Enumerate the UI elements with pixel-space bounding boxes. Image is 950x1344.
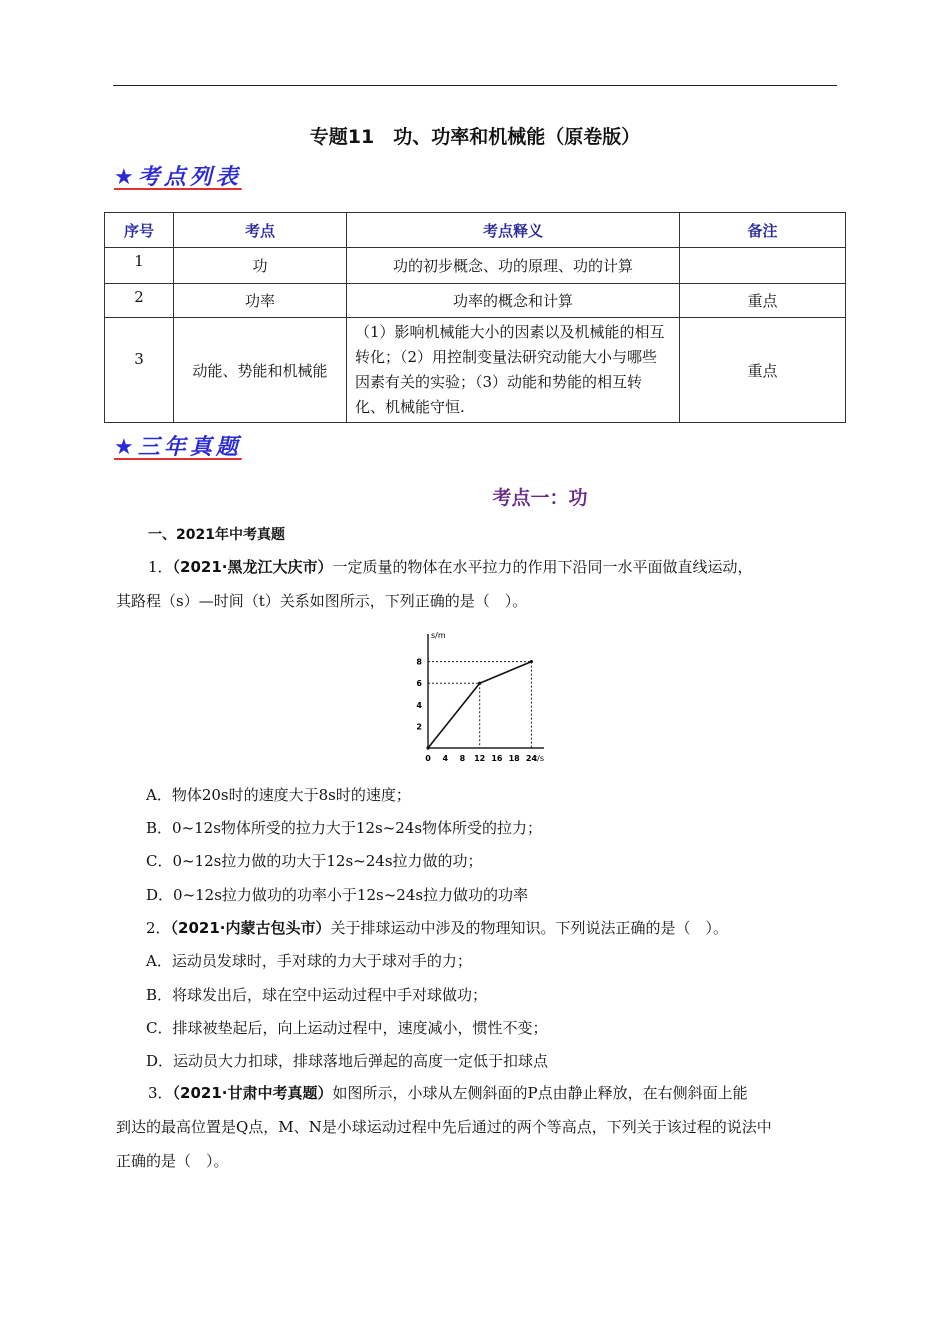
- x-axis-label: t/s: [534, 754, 544, 763]
- page-title: 专题11 功、功率和机械能（原卷版）: [309, 126, 641, 148]
- data-segment: [480, 662, 532, 684]
- row-no: 1: [105, 248, 174, 284]
- q2-option-d: D．运动员大力扣球，排球落地后弹起的高度一定低于扣球点: [146, 1052, 549, 1070]
- header-topic: 考点: [174, 213, 347, 248]
- x-tick-label: 4: [442, 754, 449, 763]
- x-tick-label: 24: [525, 754, 537, 763]
- row-topic: 功率: [174, 284, 347, 318]
- q3-number: 3．: [148, 1084, 173, 1102]
- row-desc: 功率的概念和计算: [347, 284, 680, 318]
- q2-option-b: B．将球发出后，球在空中运动过程中手对球做功；: [146, 986, 488, 1004]
- row-desc: （1）影响机械能大小的因素以及机械能的相互转化；（2）用控制变量法研究动能大小与哪些因素有关的实验；（3）动能和势能的相互转化、机械能守恒.: [347, 318, 680, 423]
- subheading-2021: 一、2021年中考真题: [148, 527, 285, 543]
- y-tick-label: 8: [416, 657, 422, 667]
- question-3: [116, 1076, 840, 1178]
- q2-number: 2．: [146, 919, 171, 937]
- table-row: [105, 248, 846, 284]
- q1-option-a: A．物体20s时的速度大于8s时的速度；: [146, 786, 411, 804]
- q2-text: 关于排球运动中涉及的物理知识。下列说法正确的是（ ）。: [330, 919, 729, 937]
- y-tick-label: 4: [416, 700, 422, 710]
- table-row: [105, 318, 846, 423]
- q3-text-c: 正确的是（ ）。: [116, 1152, 229, 1170]
- q2-option-a: A．运动员发球时，手对球的力大于球对手的力；: [146, 952, 472, 970]
- x-tick-label: 0: [425, 754, 431, 763]
- topic-heading: 考点一：功: [492, 487, 588, 509]
- row-note: 重点: [680, 284, 846, 318]
- header-rule: [113, 85, 837, 86]
- q3-source: （2021·甘肃中考真题）: [172, 1084, 333, 1102]
- row-note: 重点: [680, 318, 846, 423]
- section-heading-exams: ★三年真题: [114, 435, 242, 460]
- row-note: [680, 248, 846, 284]
- q1-text-b: 其路程（s）—时间（t）关系如图所示，下列正确的是（ ）。: [116, 592, 528, 610]
- y-tick-label: 6: [416, 679, 422, 689]
- row-no: 3: [105, 318, 174, 423]
- q2-source: （2021·内蒙古包头市）: [170, 919, 331, 937]
- header-note: 备注: [680, 213, 846, 248]
- data-point: [478, 682, 481, 685]
- data-segment: [428, 683, 480, 748]
- q3-text-a: 如图所示，小球从左侧斜面的P点由静止释放，在右侧斜面上能: [332, 1084, 748, 1102]
- row-topic: 功: [174, 248, 347, 284]
- header-desc: 考点释义: [347, 213, 680, 248]
- table-header-row: [105, 213, 846, 248]
- q2-option-c: C．排球被垫起后，向上运动过程中，速度减小，惯性不变；: [146, 1019, 548, 1037]
- y-axis-label: s/m: [431, 631, 446, 640]
- q1-option-c: C．0~12s拉力做的功大于12s~24s拉力做的功；: [146, 852, 483, 870]
- y-tick-label: 2: [416, 722, 422, 732]
- q3-text-b: 到达的最高位置是Q点，M、N是小球运动过程中先后通过的两个等高点，下列关于该过程的说法中: [116, 1118, 772, 1136]
- table-row: [105, 284, 846, 318]
- row-no: 2: [105, 284, 174, 318]
- q1-option-b: B．0~12s物体所受的拉力大于12s~24s物体所受的拉力；: [146, 819, 543, 837]
- q1-number: 1．: [148, 558, 173, 576]
- s-t-chart: [395, 630, 545, 765]
- q1-source: （2021·黑龙江大庆市）: [172, 558, 333, 576]
- question-2: [146, 917, 728, 938]
- x-tick-label: 18: [508, 754, 520, 763]
- data-point: [426, 746, 429, 749]
- row-topic: 动能、势能和机械能: [174, 318, 347, 423]
- q1-option-d: D．0~12s拉力做功的功率小于12s~24s拉力做功的功率: [146, 886, 529, 904]
- section-heading-syllabus: ★考点列表: [114, 165, 242, 190]
- question-1: [116, 550, 840, 618]
- row-desc: 功的初步概念、功的原理、功的计算: [347, 248, 680, 284]
- syllabus-table: [104, 212, 846, 423]
- x-tick-label: 8: [459, 754, 466, 763]
- q1-text-a: 一定质量的物体在水平拉力的作用下沿同一水平面做直线运动，: [332, 558, 753, 576]
- data-point: [530, 660, 533, 663]
- header-no: 序号: [105, 213, 174, 248]
- x-tick-label: 16: [491, 754, 503, 763]
- x-tick-label: 12: [474, 754, 486, 763]
